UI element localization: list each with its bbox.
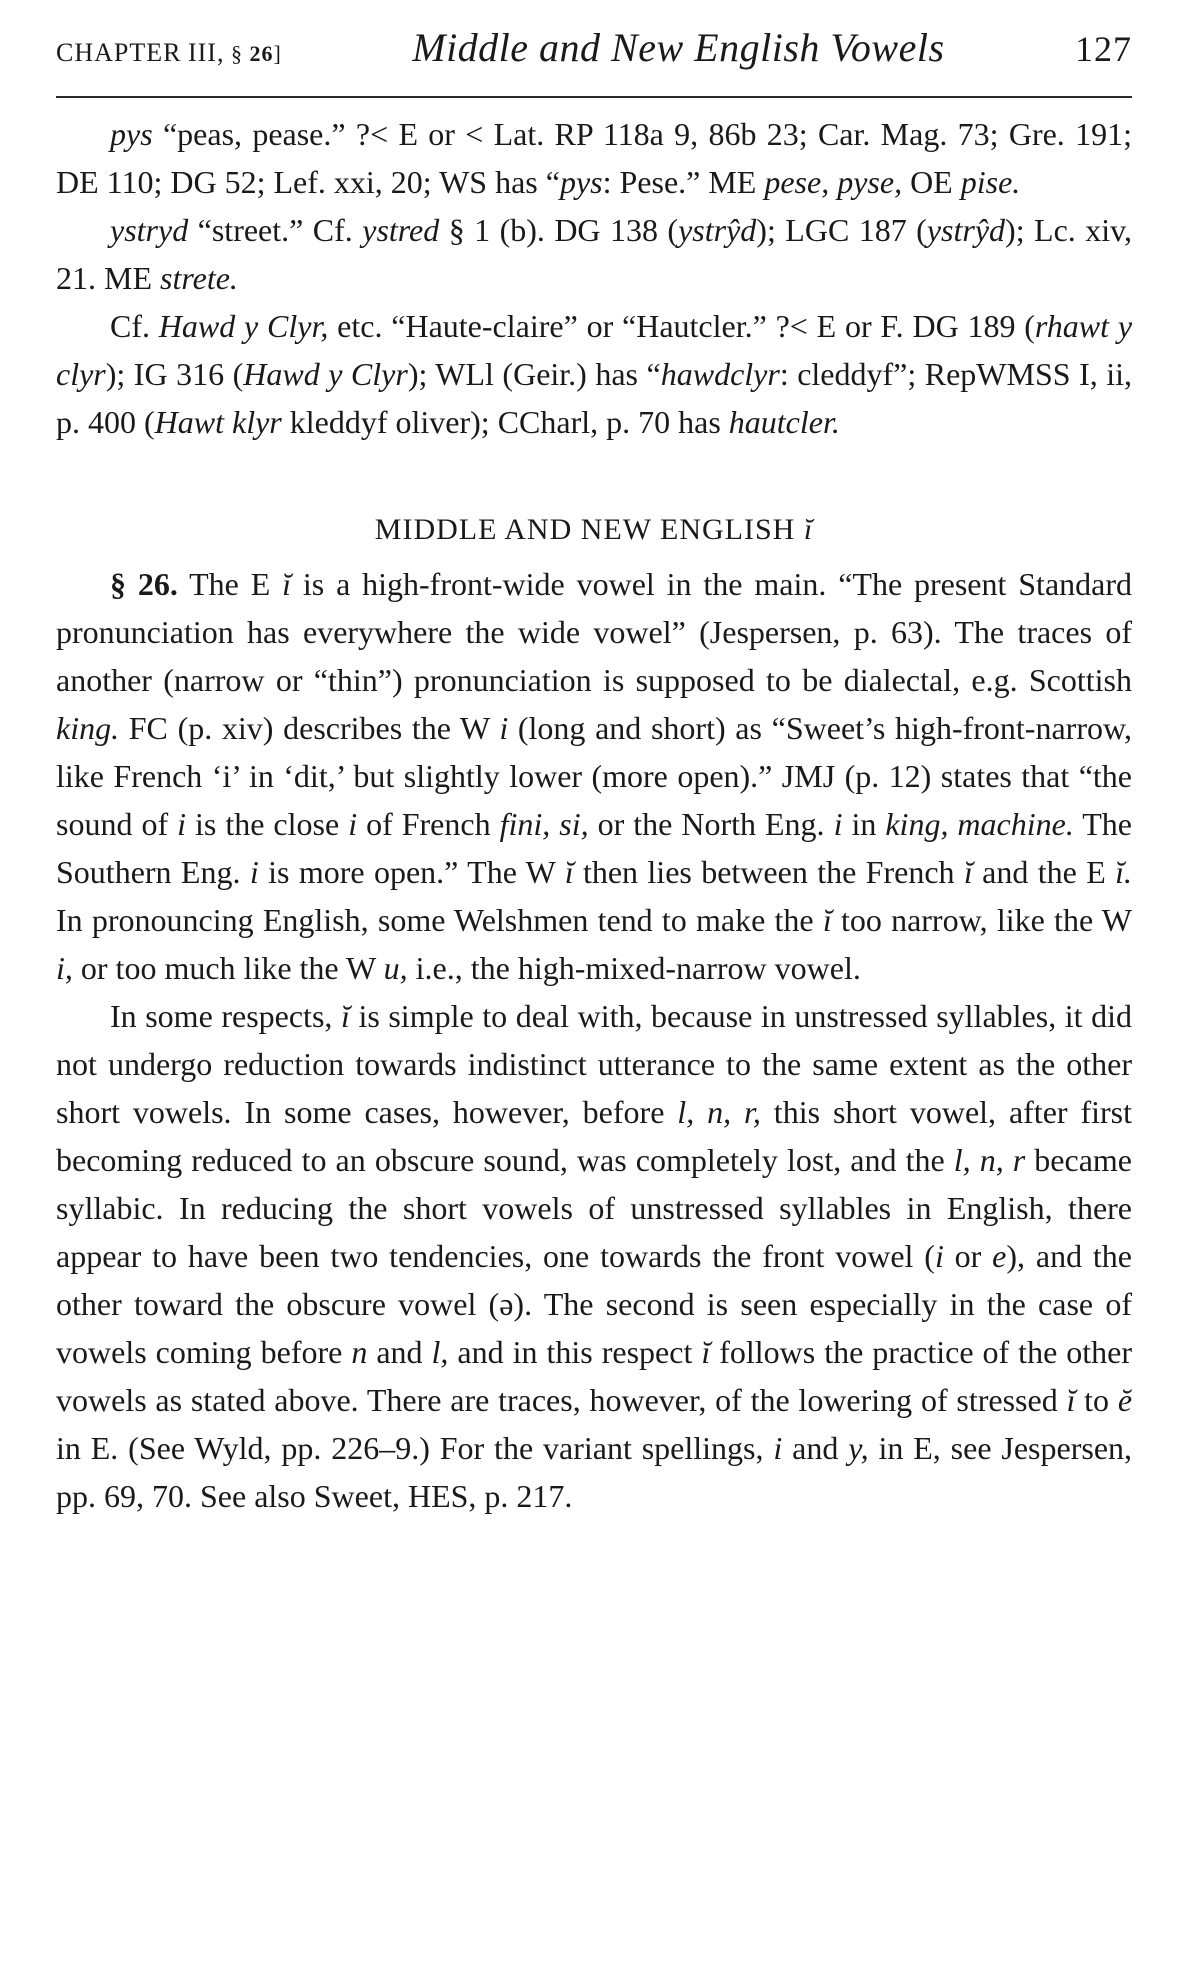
entry-text: ); Lc. xiv, 21. ME	[56, 212, 1133, 296]
entry-text: ); IG 316 (	[105, 356, 244, 392]
text: and the E	[972, 854, 1116, 890]
italic-vowel: ĭ	[1066, 1382, 1076, 1418]
italic-vowel: i	[934, 1238, 944, 1274]
header-section-number: 26	[249, 41, 274, 66]
text: and	[782, 1430, 849, 1466]
italic-vowel: i	[833, 806, 843, 842]
italic-vowel: ĕ	[1117, 1382, 1133, 1418]
text: then lies between the French	[573, 854, 964, 890]
italic-word: n	[351, 1334, 368, 1370]
text: (long and short) as “Sweet’s high-front-narrow, like French ‘i’ in ‘dit,’ but slightly lower (more open).” JMJ (p. 12) states that “the sound of	[56, 710, 1133, 842]
italic-word: l, n, r	[953, 1142, 1026, 1178]
entry-text: OE	[902, 164, 961, 200]
header-chapter	[56, 38, 282, 68]
italic-form: pese, pyse,	[764, 164, 903, 200]
italic-vowel: i,	[56, 950, 73, 986]
italic-word: l,	[431, 1334, 449, 1370]
text: too narrow, like the W	[831, 902, 1133, 938]
italic-word: king.	[56, 710, 120, 746]
text: i.e., the high-mixed-narrow vowel.	[407, 950, 861, 986]
italic-form: Hawd y Clyr,	[158, 308, 329, 344]
italic-vowel: i	[249, 854, 259, 890]
italic-word: king, machine.	[885, 806, 1074, 842]
text: is simple to deal with, because in unstressed syllables, it did not undergo reduction towards indistinct utterance to the same extent as the other short vowels. In some cases, however, before	[56, 998, 1133, 1130]
text: to	[1075, 1382, 1118, 1418]
italic-form: hawdclyr	[660, 356, 780, 392]
italic-form: Hawd y Clyr	[243, 356, 408, 392]
italic-vowel: ĭ	[822, 902, 832, 938]
text: of French	[357, 806, 500, 842]
section-number: § 26.	[110, 566, 178, 602]
section-heading-text: MIDDLE AND NEW ENGLISH	[374, 513, 796, 546]
text: or too much like the W	[72, 950, 384, 986]
entry-hawd-y-clyr	[56, 302, 1132, 446]
text: became syllabic. In reducing the short vowels of unstressed syllables in English, there appear to have been two tendencies, one towards the front vowel (	[56, 1142, 1133, 1274]
italic-vowel: ĭ	[564, 854, 574, 890]
italic-form: strete.	[160, 260, 238, 296]
entry-text: “peas, pease.” ?< E or < Lat. RP 118a 9, 86b 23; Car. Mag. 73; Gre. 191; DE 110; DG 52; Lef. xxi, 20; WS has “	[56, 116, 1132, 200]
italic-vowel: ĭ	[963, 854, 973, 890]
italic-vowel: i	[177, 806, 186, 842]
headword: ystryd	[110, 212, 189, 248]
text: in E. (See Wyld, pp. 226–9.) For the variant spellings,	[56, 1430, 774, 1466]
section-paragraph-2	[56, 992, 1132, 1520]
entry-text: “street.” Cf.	[188, 212, 363, 248]
text: In some respects,	[110, 998, 341, 1034]
page-number: 127	[1074, 29, 1132, 69]
entry-text: : Pese.” ME	[602, 164, 765, 200]
italic-form: pys	[559, 164, 603, 200]
text: is more open.” The W	[258, 854, 565, 890]
chapter-label: CHAPTER	[56, 38, 182, 67]
italic-vowel: i	[499, 710, 509, 746]
italic-form: Hawt klyr	[154, 404, 282, 440]
italic-form: ystrŷd	[926, 212, 1006, 248]
section-heading-vowel: ĭ	[803, 513, 814, 546]
text: ), and the other toward the obscure vowel (ə). The second is seen especially in the case of vowels coming before	[56, 1238, 1133, 1370]
italic-vowel: ĭ	[340, 998, 350, 1034]
italic-vowel: ĭ	[282, 566, 292, 602]
italic-vowel: ĭ	[701, 1334, 711, 1370]
italic-vowel: u,	[383, 950, 408, 986]
headword: pys	[110, 116, 153, 152]
entry-text: § 1 (b). DG 138 (	[439, 212, 679, 248]
text: The Southern Eng.	[56, 806, 1133, 890]
italic-vowel: i	[773, 1430, 783, 1466]
text: and in this respect	[448, 1334, 702, 1370]
italic-vowel: ĭ.	[1115, 854, 1133, 890]
entry-text: ); WLl (Geir.) has “	[407, 356, 661, 392]
entry-text: etc. “Haute-claire” or “Hautcler.” ?< E or F. DG 189 (	[328, 308, 1035, 344]
text: follows the practice of the other vowels as stated above. There are traces, however, of the lowering of stressed	[56, 1334, 1133, 1418]
text: and	[367, 1334, 432, 1370]
italic-word: fini, si,	[499, 806, 589, 842]
section-paragraph-1	[56, 560, 1132, 992]
chapter-number: III,	[187, 38, 225, 67]
entry-text: : cleddyf”; RepWMSS I, ii, p. 400 (	[56, 356, 1133, 440]
entry-ystryd	[56, 206, 1132, 302]
text: is a high-front-wide vowel in the main. “The present Standard pronunciation has everywhere the wide vowel” (Jespersen, p. 63). The traces of another (narrow or “thin”) pronunciation is supposed to be dialectal, e.g. Scottish	[56, 566, 1133, 698]
text: is the close	[186, 806, 349, 842]
entry-text: ); LGC 187 (	[756, 212, 927, 248]
italic-form: pise.	[960, 164, 1021, 200]
body-text	[56, 110, 1132, 1520]
page	[56, 24, 1132, 1520]
header-title: Middle and New English Vowels	[412, 25, 945, 70]
italic-form: ystred	[362, 212, 440, 248]
text: this short vowel, after first becoming reduced to an obscure sound, was completely lost, and the	[56, 1094, 1133, 1178]
italic-form: rhawt y clyr	[56, 308, 1133, 392]
entry-pys	[56, 110, 1132, 206]
section-sign: §	[230, 41, 243, 66]
text: FC (p. xiv) describes the W	[119, 710, 500, 746]
italic-word: l, n, r,	[677, 1094, 761, 1130]
text: In pronouncing English, some Welshmen tend to make the	[56, 902, 823, 938]
header-bracket: ]	[273, 41, 282, 66]
italic-form: ystrŷd	[678, 212, 757, 248]
entry-text: Cf.	[110, 308, 159, 344]
text: or the North Eng.	[588, 806, 834, 842]
text: The E	[177, 566, 283, 602]
italic-vowel: e	[992, 1238, 1007, 1274]
entry-text: kleddyf oliver); CCharl, p. 70 has	[281, 404, 729, 440]
text: or	[943, 1238, 993, 1274]
section-heading	[56, 504, 1132, 556]
running-header	[56, 24, 1132, 98]
italic-vowel: i	[348, 806, 358, 842]
text: in E, see Jespersen, pp. 69, 70. See also Sweet, HES, p. 217.	[56, 1430, 1133, 1514]
text: in	[842, 806, 886, 842]
italic-form: hautcler.	[728, 404, 840, 440]
italic-vowel: y,	[848, 1430, 869, 1466]
